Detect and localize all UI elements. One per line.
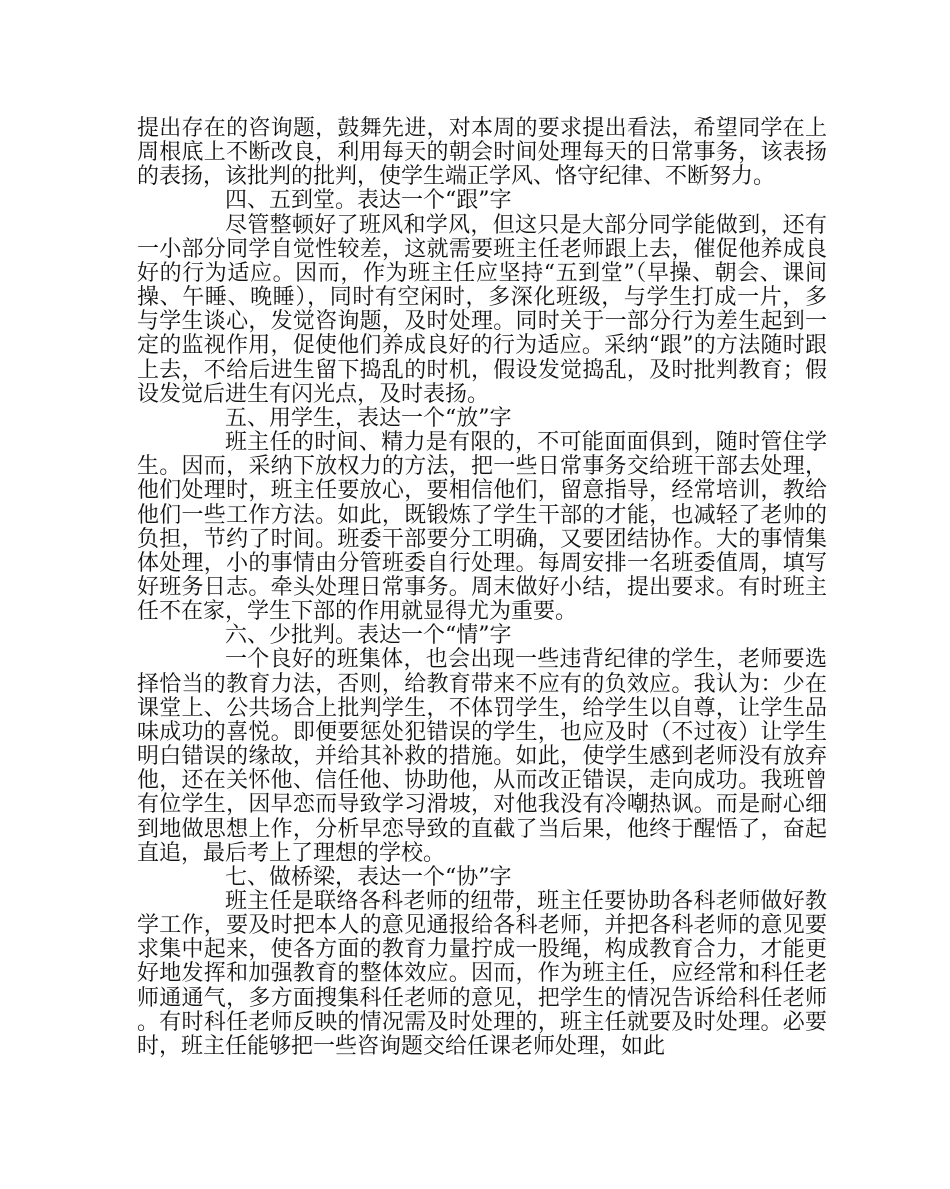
- section-heading-7: 七、做桥梁，表达一个“协”字: [225, 864, 512, 890]
- document-page: [137, 117, 827, 1059]
- section-heading-4: 四、五到堂。表达一个“跟”字: [225, 188, 512, 214]
- paragraph-continuation: 提出存在的咨询题，鼓舞先进，对本周的要求提出看法，希望同学在上周根底上不断改良，利用每天的朝会时间处理每天的日常事务，该表扬的表扬，该批判的批判，使学生端正学风、恪守纪律、不断努力。: [137, 116, 827, 190]
- paragraph-section-7: 班主任是联络各科老师的纽带，班主任要协助各科老师做好教学工作，要及时把本人的意见通报给各科老师，并把各科老师的意见要求集中起来，使各方面的教育力量拧成一股绳，构成教育合力，才能更好地发挥和加强教育的整体效应。因而，作为班主任，应经常和科任老师通通气，多方面搜集科任老师的意见，把学生的情况告诉给科任老师。有时科任老师反映的情况需及时处理的，班主任就要及时处理。必要时，班主任能够把一些咨询题交给任课老师处理，如此: [137, 889, 827, 1059]
- paragraph-section-6: 一个良好的班集体，也会出现一些违背纪律的学生，老师要选择恰当的教育力法，否则，给教育带来不应有的负效应。我认为：少在课堂上、公共场合上批判学生，不体罚学生，给学生以自尊，让学生品味成功的喜悦。即便要惩处犯错误的学生，也应及时（不过夜）让学生明白错误的缘故，并给其补救的措施。如此，使学生感到老师没有放弃他，还在关怀他、信任他、协助他，从而改正错误，走向成功。我班曾有位学生，因早恋而导致学习滑坡，对他我没有冷嘲热讽。而是耐心细到地做思想上作，分析早恋导致的直截了当后果，他终于醒悟了，奋起直追，最后考上了理想的学校。: [137, 647, 827, 866]
- paragraph-section-5: 班主任的时间、精力是有限的，不可能面面俱到，随时管住学生。因而，采纳下放权力的方法，把一些日常事务交给班干部去处理，他们处理时，班主任要放心，要相信他们，留意指导，经常培训，教给他们一些工作方法。如此，既锻炼了学生干部的才能，也减轻了老帅的负担，节约了时间。班委干部要分工明确，又要团结协作。大的事情集体处理，小的事情由分管班委自行处理。每周安排一名班委值周，填写好班务日志。牵头处理日常事务。周末做好小结，提出要求。有时班主任不在家，学生下部的作用就显得尤为重要。: [137, 430, 827, 625]
- section-heading-5: 五、用学生，表达一个“放”字: [225, 405, 512, 431]
- section-heading-6: 六、少批判。表达一个“情”字: [225, 623, 512, 649]
- paragraph-section-4: 尽管整顿好了班风和学风，但这只是大部分同学能做到，还有一小部分同学自觉性较差，这就需要班主任老师跟上去，催促他养成良好的行为适应。因而，作为班主任应坚持“五到堂”（早操、朝会、课间操、午睡、晚睡），同时有空闲时，多深化班级，与学生打成一片，多与学生谈心，发觉咨询题，及时处理。同时关于一部分行为差生起到一定的监视作用，促使他们养成良好的行为适应。采纳“跟”的方法随时跟上去，不给后进生留下捣乱的时机，假设发觉捣乱，及时批判教育；假设发觉后进生有闪光点，及时表扬。: [137, 212, 827, 407]
